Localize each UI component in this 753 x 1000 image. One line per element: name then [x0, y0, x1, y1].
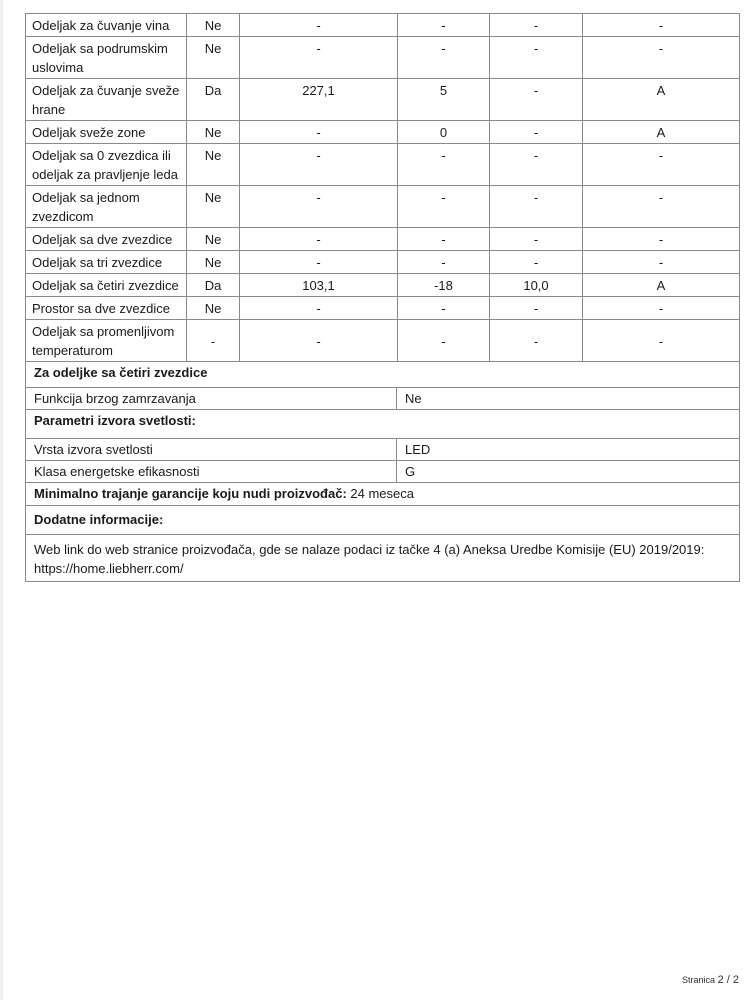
volume-cell: -: [240, 297, 398, 320]
freezing-capacity-cell: -: [490, 144, 583, 186]
freezing-capacity-cell: -: [490, 79, 583, 121]
additional-text-row: [26, 535, 740, 582]
climate-class-cell: A: [583, 121, 740, 144]
additional-heading-row: [26, 506, 740, 535]
volume-cell: -: [240, 251, 398, 274]
compartment-row: [26, 14, 740, 37]
climate-class-cell: A: [583, 79, 740, 121]
present-cell: Ne: [187, 228, 240, 251]
temperature-cell: -: [398, 297, 490, 320]
volume-cell: 227,1: [240, 79, 398, 121]
volume-cell: -: [240, 144, 398, 186]
page-footer: [682, 974, 739, 986]
compartment-name: Odeljak sveže zone: [26, 121, 187, 144]
climate-class-cell: -: [583, 14, 740, 37]
compartment-name: Prostor sa dve zvezdice: [26, 297, 187, 320]
temperature-cell: -: [398, 186, 490, 228]
temperature-cell: -: [398, 37, 490, 79]
volume-cell: 103,1: [240, 274, 398, 297]
fast-freeze-label: Funkcija brzog zamrzavanja: [26, 388, 397, 410]
volume-cell: -: [240, 320, 398, 362]
compartment-row: [26, 37, 740, 79]
volume-cell: -: [240, 121, 398, 144]
climate-class-cell: -: [583, 144, 740, 186]
freezing-capacity-cell: -: [490, 37, 583, 79]
temperature-cell: -: [398, 144, 490, 186]
compartment-name: Odeljak sa podrumskim uslovima: [26, 37, 187, 79]
temperature-cell: 0: [398, 121, 490, 144]
energy-class-value: G: [397, 461, 740, 483]
details-table: [25, 361, 740, 582]
present-cell: Ne: [187, 186, 240, 228]
climate-class-cell: -: [583, 297, 740, 320]
present-cell: Ne: [187, 297, 240, 320]
present-cell: Da: [187, 274, 240, 297]
freezing-capacity-cell: -: [490, 186, 583, 228]
four-star-heading-row: [26, 362, 740, 388]
temperature-cell: -: [398, 14, 490, 37]
light-heading: Parametri izvora svetlosti:: [26, 410, 740, 439]
compartment-row: [26, 251, 740, 274]
freezing-capacity-cell: -: [490, 228, 583, 251]
compartment-row: [26, 297, 740, 320]
compartment-row: [26, 121, 740, 144]
freezing-capacity-cell: -: [490, 320, 583, 362]
energy-class-row: [26, 461, 740, 483]
compartment-row: [26, 79, 740, 121]
compartment-name: Odeljak sa jednom zvezdicom: [26, 186, 187, 228]
light-heading-row: [26, 410, 740, 439]
climate-class-cell: -: [583, 186, 740, 228]
temperature-cell: -: [398, 228, 490, 251]
warranty-cell: [26, 483, 740, 506]
light-type-label: Vrsta izvora svetlosti: [26, 439, 397, 461]
freezing-capacity-cell: -: [490, 14, 583, 37]
compartment-row: [26, 144, 740, 186]
temperature-cell: 5: [398, 79, 490, 121]
climate-class-cell: -: [583, 251, 740, 274]
compartment-name: Odeljak sa dve zvezdice: [26, 228, 187, 251]
volume-cell: -: [240, 14, 398, 37]
additional-text: Web link do web stranice proizvođača, gde se nalaze podaci iz tačke 4 (a) Aneksa Uredbe Komisije (EU) 2019/2019: https://home.liebherr.com/: [26, 535, 740, 582]
present-cell: Ne: [187, 121, 240, 144]
volume-cell: -: [240, 186, 398, 228]
temperature-cell: -: [398, 251, 490, 274]
compartment-name: Odeljak sa četiri zvezdice: [26, 274, 187, 297]
climate-class-cell: -: [583, 320, 740, 362]
freezing-capacity-cell: -: [490, 121, 583, 144]
volume-cell: -: [240, 37, 398, 79]
fast-freeze-value: Ne: [397, 388, 740, 410]
present-cell: -: [187, 320, 240, 362]
additional-heading: Dodatne informacije:: [26, 506, 740, 535]
warranty-row: [26, 483, 740, 506]
compartment-name: Odeljak sa 0 zvezdica ili odeljak za pravljenje leda: [26, 144, 187, 186]
climate-class-cell: -: [583, 37, 740, 79]
temperature-cell: -18: [398, 274, 490, 297]
warranty-label: Minimalno trajanje garancije koju nudi proizvođač:: [34, 486, 347, 501]
present-cell: Ne: [187, 144, 240, 186]
compartment-table: [25, 13, 740, 362]
compartment-name: Odeljak za čuvanje sveže hrane: [26, 79, 187, 121]
compartment-row: [26, 186, 740, 228]
present-cell: Ne: [187, 251, 240, 274]
freezing-capacity-cell: 10,0: [490, 274, 583, 297]
page-label: Stranica: [682, 975, 716, 985]
compartment-name: Odeljak sa tri zvezdice: [26, 251, 187, 274]
freezing-capacity-cell: -: [490, 297, 583, 320]
present-cell: Da: [187, 79, 240, 121]
compartment-row: [26, 274, 740, 297]
volume-cell: -: [240, 228, 398, 251]
page-edge: [0, 0, 3, 1000]
fast-freeze-row: [26, 388, 740, 410]
compartment-name: Odeljak za čuvanje vina: [26, 14, 187, 37]
energy-class-label: Klasa energetske efikasnosti: [26, 461, 397, 483]
warranty-value: 24 meseca: [346, 486, 414, 501]
compartment-row: [26, 320, 740, 362]
present-cell: Ne: [187, 14, 240, 37]
climate-class-cell: A: [583, 274, 740, 297]
temperature-cell: -: [398, 320, 490, 362]
light-type-value: LED: [397, 439, 740, 461]
present-cell: Ne: [187, 37, 240, 79]
climate-class-cell: -: [583, 228, 740, 251]
four-star-heading: Za odeljke sa četiri zvezdice: [26, 362, 740, 388]
compartment-row: [26, 228, 740, 251]
compartment-name: Odeljak sa promenljivom temperaturom: [26, 320, 187, 362]
light-type-row: [26, 439, 740, 461]
page-number: 2 / 2: [717, 974, 739, 986]
freezing-capacity-cell: -: [490, 251, 583, 274]
